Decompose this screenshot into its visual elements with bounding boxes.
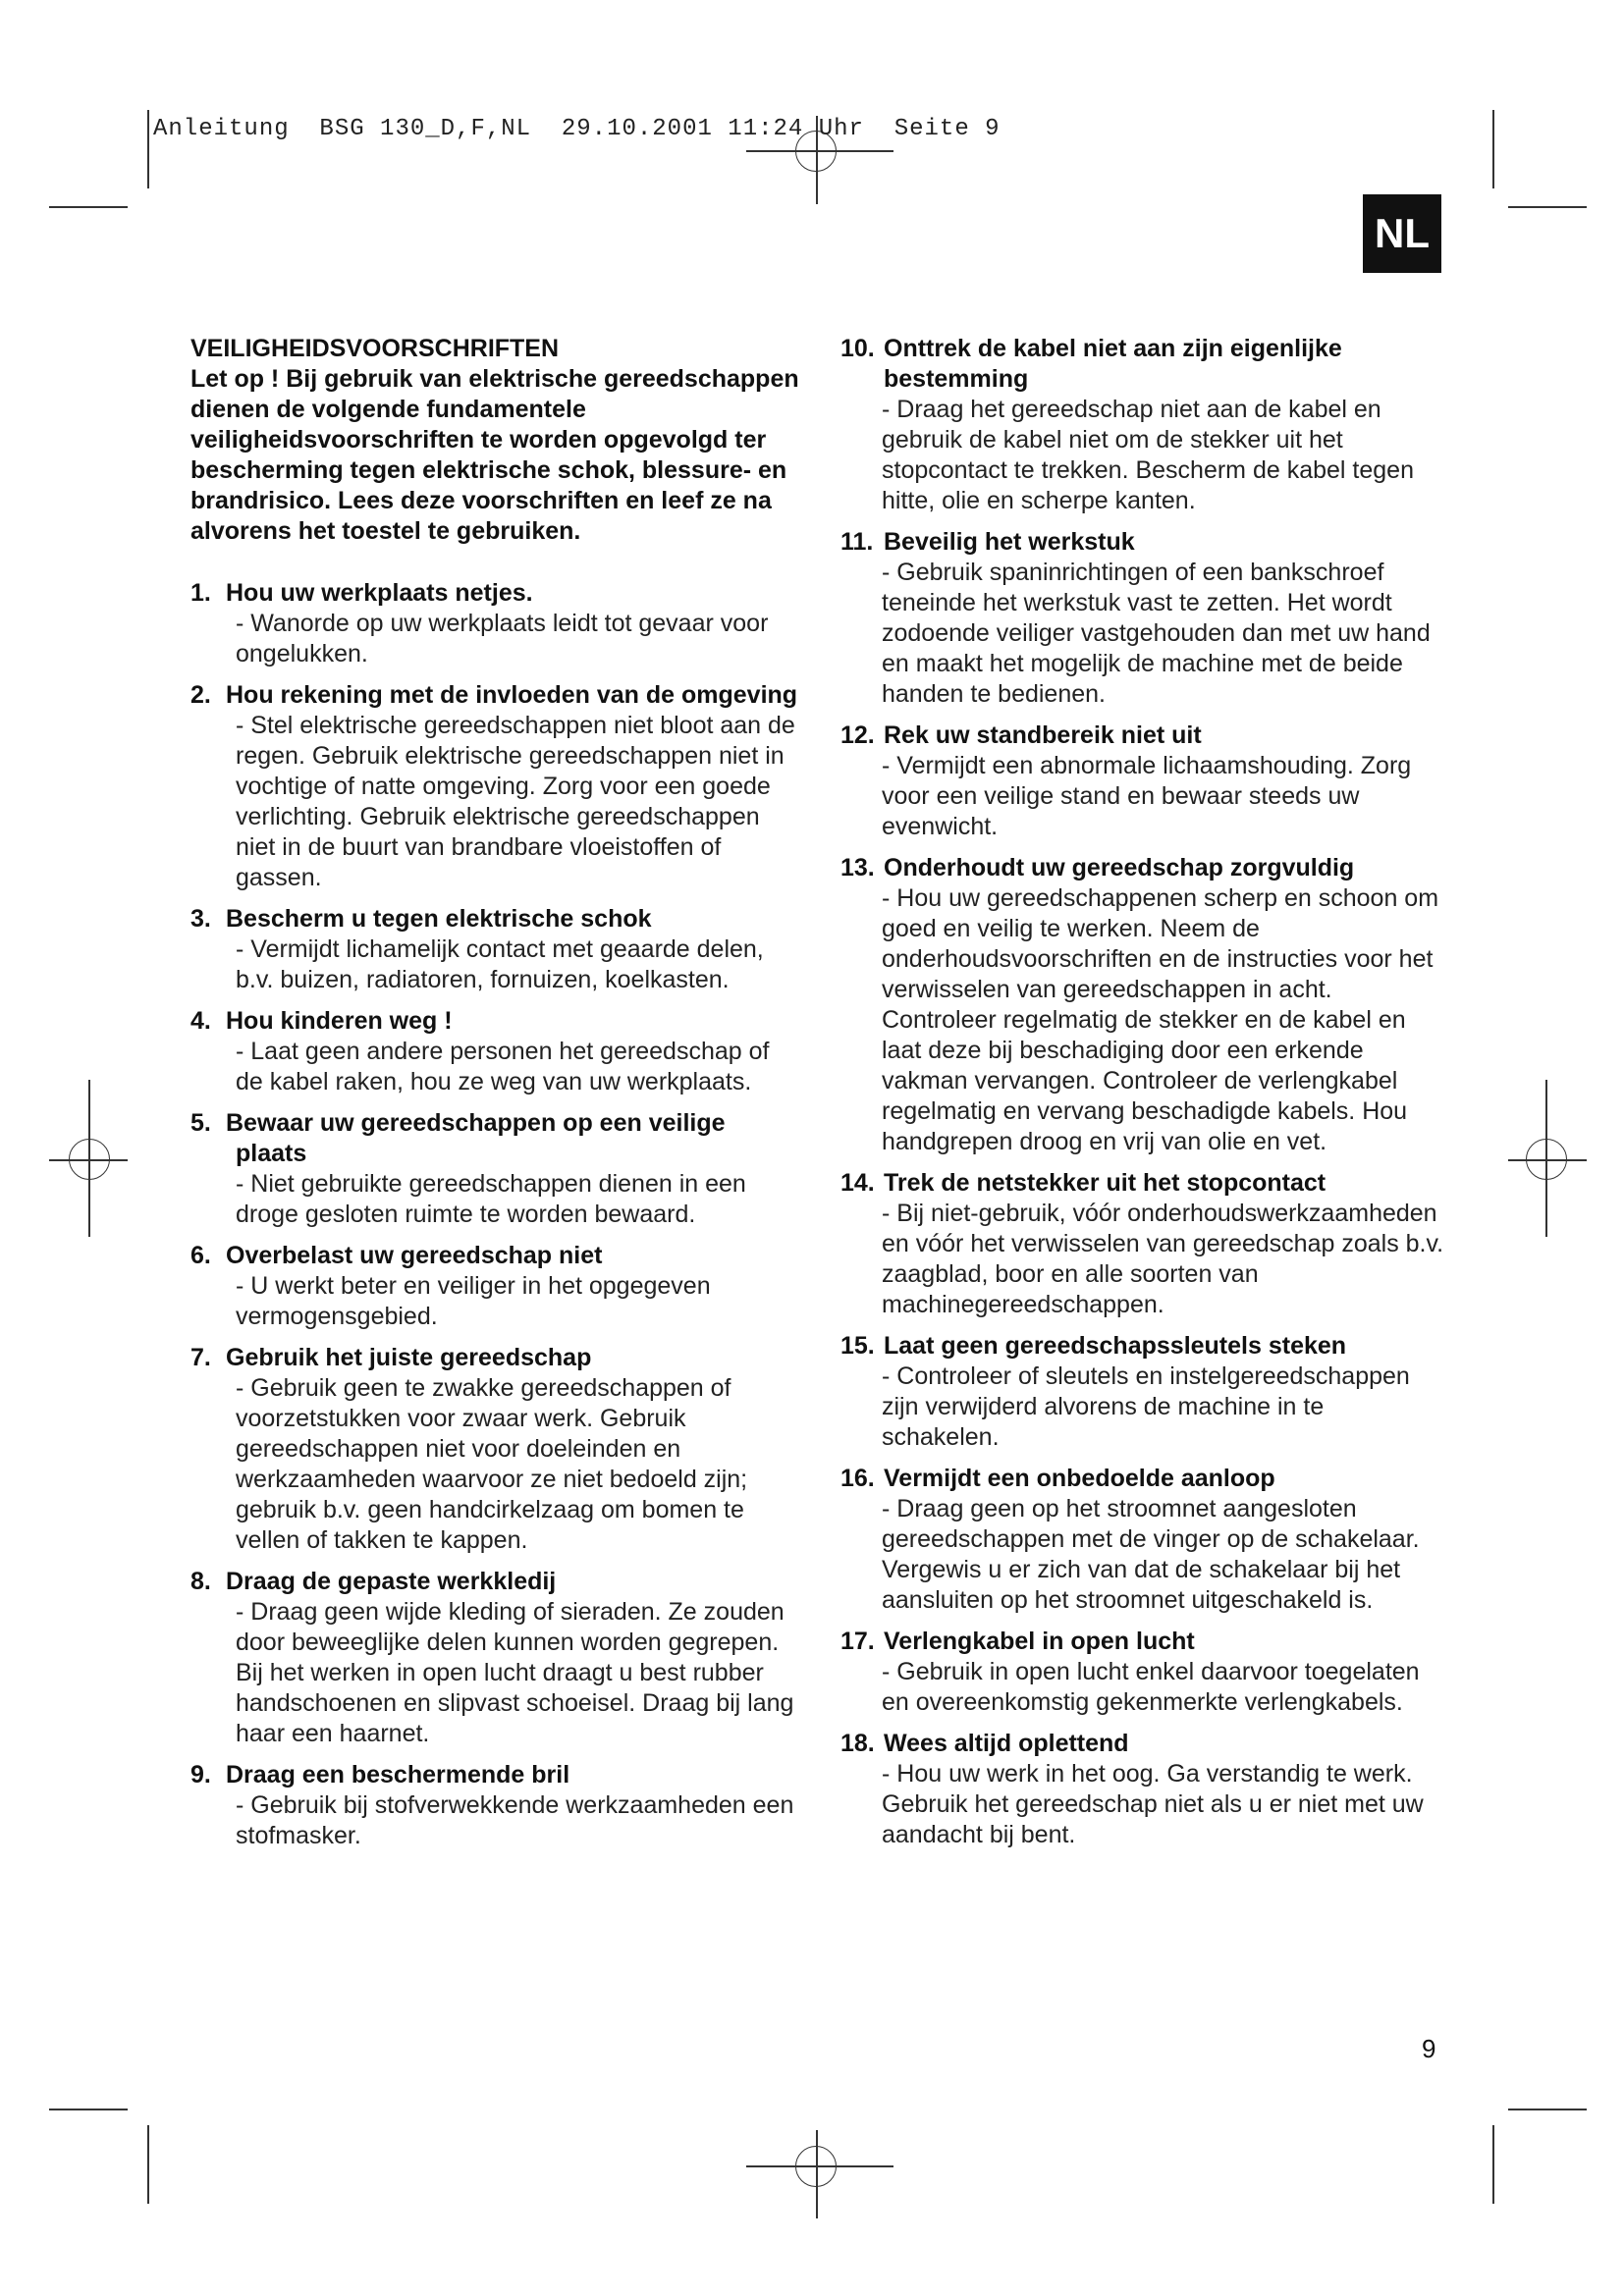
list-item [840,1627,1447,1718]
item-heading [840,334,1447,395]
item-number: 16. [840,1465,875,1492]
item-title: Wees altijd oplettend [884,1730,1129,1757]
item-title: Gebruik het juiste gereedschap [226,1344,592,1371]
crop-mark [1508,2109,1587,2110]
item-number: 10. [840,335,875,362]
item-body: - Gebruik bij stofverwekkende werkzaamheden een stofmasker. [236,1791,794,1849]
item-heading [840,721,1447,751]
item-heading [190,680,799,711]
crop-mark [49,206,128,208]
language-badge: NL [1363,194,1441,273]
list-item [840,853,1447,1157]
crop-mark [1492,2125,1494,2204]
item-title: Beveilig het werkstuk [884,528,1135,556]
item-number: 12. [840,721,875,749]
item-title: Draag de gepaste werkkledij [226,1568,557,1595]
item-number: 11. [840,528,874,556]
item-title: Laat geen gereedschapssleutels steken [884,1332,1347,1360]
item-body: - Vermijdt een abnormale lichaamshouding. Zorg voor een veilige stand en bewaar steeds uw evenwicht. [882,752,1412,840]
item-title: Rek uw standbereik niet uit [884,721,1202,749]
item-number: 5. [190,1109,211,1137]
item-body: - Gebruik in open lucht enkel daarvoor toegelaten en overeenkomstig gekenmerkte verlengkabels. [882,1658,1420,1716]
item-number: 3. [190,905,211,933]
item-body: - Hou uw gereedschappenen scherp en schoon om goed en veilig te werken. Neem de onderhoudsvoorschriften en de instructies voor het verwisselen van gereedschappen in acht. Controleer regelmatig de stekker en de kabel en laat deze bij beschadiging door een erkende vakman vervangen. Controleer de verlengkabel regelmatig en vervang beschadigde kabels. Hou handgrepen droog en vrij van olie en vet. [882,884,1439,1155]
item-heading [190,904,799,934]
registration-circle [1526,1139,1567,1180]
registration-circle [69,1139,110,1180]
item-title: Hou uw werkplaats netjes. [226,579,533,607]
item-heading [190,1343,799,1373]
item-number: 9. [190,1761,211,1789]
item-title: Hou rekening met de invloeden van de omgeving [226,681,798,709]
item-body: - Gebruik spaninrichtingen of een bankschroef teneinde het werkstuk vast te zetten. Het wordt zodoende veiliger vastgehouden dan met uw hand en maakt het mogelijk de machine met de beide handen te bedienen. [882,559,1431,708]
item-title: Overbelast uw gereedschap niet [226,1242,603,1269]
item-title: Onderhoudt uw gereedschap zorgvuldig [884,854,1355,881]
item-heading [190,1108,799,1169]
section-intro: Let op ! Bij gebruik van elektrische gereedschappen dienen de volgende fundamentele veiligheidsvoorschriften te worden opgevolgd ter bescherming tegen elektrische schok, blessure- en brandrisico. Lees deze voorschriften en leef ze na alvorens het toestel te gebruiken. [190,365,799,545]
item-heading [190,1760,799,1790]
crop-mark [49,2109,128,2110]
list-item [840,1464,1447,1616]
item-number: 18. [840,1730,875,1757]
item-body: - Draag geen wijde kleding of sieraden. Ze zouden door beweeglijke delen kunnen worden gegrepen. Bij het werken in open lucht draagt u best rubber handschoenen en slipvast schoeisel. Draag bij lang haar een haarnet. [236,1598,794,1747]
page-number: 9 [1422,2034,1436,2063]
list-item [190,1006,799,1097]
item-heading [840,1729,1447,1759]
item-heading [840,853,1447,883]
registration-circle [795,2146,837,2187]
print-slug: Anleitung BSG 130_D,F,NL 29.10.2001 11:24 Uhr Seite 9 [153,116,1001,142]
list-item [840,1729,1447,1850]
item-body: - Wanorde op uw werkplaats leidt tot gevaar voor ongelukken. [236,610,769,667]
item-title: Bescherm u tegen elektrische schok [226,905,652,933]
crop-mark [1492,110,1494,188]
item-heading [840,1627,1447,1657]
item-body: - Controleer of sleutels en instelgereedschappen zijn verwijderd alvorens de machine in te schakelen. [882,1362,1410,1451]
item-number: 4. [190,1007,211,1035]
list-item [190,578,799,669]
item-heading [190,1241,799,1271]
section-title: VEILIGHEIDSVOORSCHRIFTEN [190,335,560,362]
list-item [840,527,1447,710]
list-item [190,1567,799,1749]
item-body: - Laat geen andere personen het gereedschap of de kabel raken, hou ze weg van uw werkplaats. [236,1038,770,1095]
item-body: - Stel elektrische gereedschappen niet bloot aan de regen. Gebruik elektrische gereedschappen niet in vochtige of natte omgeving. Zorg voor een goede verlichting. Gebruik elektrische gereedschappen niet in de buurt van brandbare vloeistoffen of gassen. [236,712,795,891]
item-body: - U werkt beter en veiliger in het opgegeven vermogensgebied. [236,1272,711,1330]
item-heading [840,1331,1447,1362]
item-title: Onttrek de kabel niet aan zijn eigenlijke bestemming [884,335,1342,393]
item-body: - Draag het gereedschap niet aan de kabel en gebruik de kabel niet om de stekker uit het stopcontact te trekken. Bescherm de kabel tegen hitte, olie en scherpe kanten. [882,396,1414,514]
list-item [840,334,1447,516]
item-number: 1. [190,579,211,607]
item-number: 8. [190,1568,211,1595]
item-number: 2. [190,681,211,709]
left-column [190,334,799,1862]
item-number: 13. [840,854,875,881]
item-heading [190,1006,799,1037]
item-heading [190,578,799,609]
item-title: Verlengkabel in open lucht [884,1628,1195,1655]
item-title: Trek de netstekker uit het stopcontact [884,1169,1326,1197]
item-number: 14. [840,1169,875,1197]
item-title: Vermijdt een onbedoelde aanloop [884,1465,1275,1492]
item-heading [840,1464,1447,1494]
crop-mark [147,2125,149,2204]
item-heading [840,1168,1447,1199]
item-number: 7. [190,1344,211,1371]
crop-mark [1508,206,1587,208]
item-heading [840,527,1447,558]
item-body: - Gebruik geen te zwakke gereedschappen of voorzetstukken voor zwaar werk. Gebruik gereedschappen niet voor doeleinden en werkzaamheden waarvoor ze niet bedoeld zijn; gebruik b.v. geen handcirkelzaag om bomen te vellen of takken te kappen. [236,1374,748,1554]
item-body: - Draag geen op het stroomnet aangesloten gereedschappen met de vinger op de schakelaar. Vergewis u er zich van dat de schakelaar bij het aansluiten op het stroomnet uitgeschakeld is. [882,1495,1420,1614]
item-body: - Niet gebruikte gereedschappen dienen in een droge gesloten ruimte te worden bewaard. [236,1170,746,1228]
item-body: - Hou uw werk in het oog. Ga verstandig te werk. Gebruik het gereedschap niet als u er niet met uw aandacht bij bent. [882,1760,1424,1848]
item-number: 6. [190,1242,211,1269]
list-item [840,1331,1447,1453]
item-number: 17. [840,1628,875,1655]
list-item [840,1168,1447,1320]
item-title: Hou kinderen weg ! [226,1007,453,1035]
crop-mark [147,110,149,188]
list-item [190,1760,799,1851]
item-body: - Vermijdt lichamelijk contact met geaarde delen, b.v. buizen, radiatoren, fornuizen, koelkasten. [236,935,764,993]
item-title: Bewaar uw gereedschappen op een veilige plaats [226,1109,726,1167]
list-item [190,1343,799,1556]
item-heading [190,1567,799,1597]
list-item [840,721,1447,842]
list-item [190,680,799,893]
item-number: 15. [840,1332,875,1360]
list-item [190,1108,799,1230]
item-body: - Bij niet-gebruik, vóór onderhoudswerkzaamheden en vóór het verwisselen van gereedschap zoals b.v. zaagblad, boor en alle soorten van machinegereedschappen. [882,1200,1444,1318]
list-item [190,1241,799,1332]
list-item [190,904,799,995]
item-title: Draag een beschermende bril [226,1761,570,1789]
right-column [840,334,1447,1861]
